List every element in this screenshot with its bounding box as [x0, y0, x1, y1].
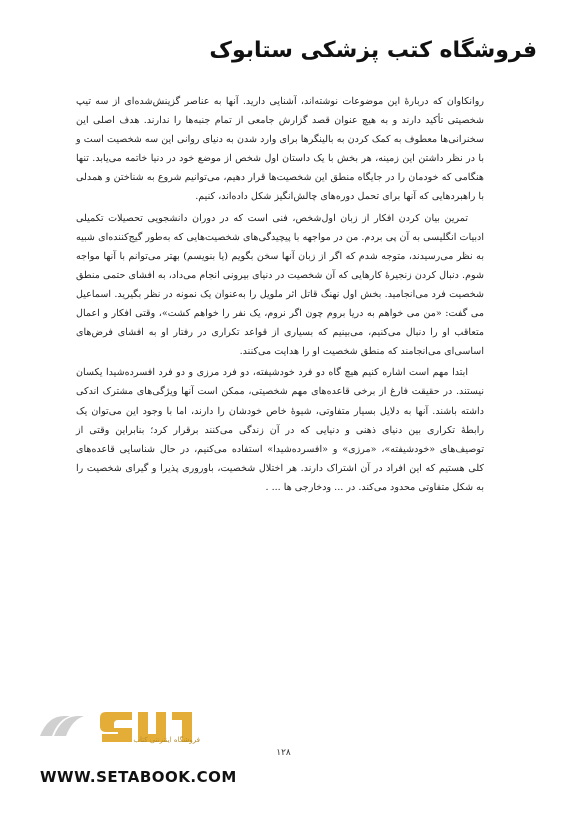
paragraph-3: ابتدا مهم است اشاره کنیم هیچ گاه دو فرد خودشیفته، دو فرد مرزی و دو فرد افسرده‌شیدا یکسان نیستند. در حقیقت فارغ از برخی قاعده‌های مهم شخصیتی، ممکن است آنها ویژگی‌های مشترک اندکی داشته باشند. آنها به دلایل بسیار متفاوتی، شیوهٔ خاص خودشان را دارند، اما با وجود این می‌توان یک رابطهٔ تکراری بین دنیای ذهنی و دنیایی که در آن زندگی می‌کنند برقرار کرد؛ بنابراین وقتی از توصیف‌های «خودشیفته»، «مرزی» و «افسرده‌شیدا» استفاده می‌کنیم، در حال شناسایی قاعده‌های کلی هستیم که این افراد در آن اشتراک دارند. هر اختلال شخصیت، باوروری پذیرا و گیرای شخصیت را به شکل متفاوتی محدود می‌کند. در ... ودخارجی ها ... .	[76, 367, 484, 493]
site-url-link[interactable]: WWW.SETABOOK.COM	[40, 768, 237, 786]
logo-subtitle: فروشگاه اینترنتی کتاب	[133, 736, 200, 744]
logo-swoosh-icon	[40, 716, 84, 736]
page-number: ۱۲۸	[276, 748, 291, 758]
paragraph-2: تمرین بیان کردن افکار از زبان اول‌شخص، فنی است که در دوران دانشجویی تحصیلات تکمیلی ادبیات انگلیسی به آن پی بردم. من در مواجهه با پیچیدگی‌های شخصیت‌هایی که به‌طور گیج‌کننده‌ای شبیه به نظر می‌رسیدند، متوجه شدم که اگر از زبان آنها سخن بگویم (یا بنویسم) بهتر می‌توانم با آنها مواجه شوم. دنبال کردن زنجیرهٔ کارهایی که آن شخصیت در دنیای بیرونی انجام می‌داد، به افشای حتمی منطق شخصیت فرد می‌انجامید. بخش اول نهنگ قاتل اثر ملویل را به‌عنوان یک نمونه در نظر بگیرید. اسماعیل می گفت: «من می خواهم به دریا بروم چون اگر نروم، یک نفر را خواهم کشت»، وقتی افکار و اعمال متعاقب او را دنبال می‌کنیم، می‌بینیم که بسیاری از قواعد تکراری در رفتار او به افشای فرض‌های اساسی‌ای می‌انجامند که منطق شخصیت او را هدایت می‌کنند.	[76, 212, 484, 358]
body-text	[76, 92, 484, 499]
paragraph-1: روانکاوان که دربارهٔ این موضوعات نوشته‌اند، آشنایی دارید. آنها به عناصر گزینش‌شده‌ای از سه تیپ شخصیتی تأکید دارند و به هیچ عنوان قصد گزارش جامعی از تمام جنبه‌ها را ندارند. هدف اصلی این سخنرانی‌ها معطوف به کمک کردن به بالینگرها برای وارد شدن به دنیای روانی این سه شخصیت است و با در نظر داشتن این زمینه، هر بخش با یک داستان اول شخص از موضع خود در دنیا خاتمه می‌یابد. تنها هنگامی که خودمان را در جایگاه منطق این شخصیت‌ها قرار دهیم، می‌توانیم شروع به شناختن و همدلی با راهبردهایی که آنها برای تحمل دوره‌های چالش‌انگیز شکل داده‌اند، کنیم.	[76, 96, 484, 203]
page-title: فروشگاه کتب پزشکی ستابوک	[209, 38, 537, 63]
